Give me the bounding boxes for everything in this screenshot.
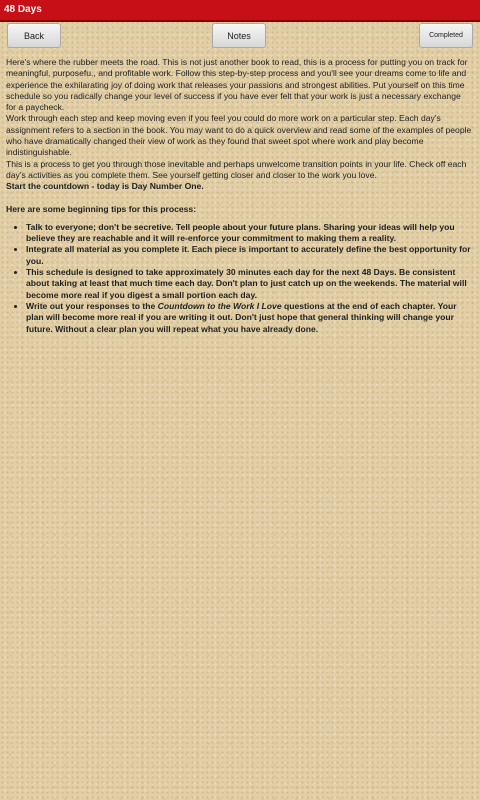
completed-button[interactable]: Completed bbox=[419, 23, 473, 48]
tip-item: • This schedule is designed to take approximately 30 minutes each day for the next 48 Days. Be consistent about taking at least that much time each day. Don't plan to just catch up on the weekends. The material will become more real if you digest a small portion each day. bbox=[26, 267, 473, 301]
back-button[interactable]: Back bbox=[7, 23, 61, 48]
intro-paragraph-2: Work through each step and keep moving even if you feel you could do more work on a particular step. Each day's assignment refers to a section in the book. You may want to do a quick overview and read some of the examples of people who have dramatically changed their view of work as they found that sweet spot where work and play become indistinguishable. bbox=[6, 113, 472, 158]
tips-list bbox=[6, 222, 473, 335]
intro-paragraph-3: This is a process to get you through those inevitable and perhaps unwelcome transition points in your life. Check off each day's activities as you complete them. See yourself getting closer and closer to the work you love. bbox=[6, 158, 467, 180]
notes-button[interactable]: Notes bbox=[212, 23, 266, 48]
book-title: Countdown to the Work I Love bbox=[157, 300, 282, 311]
tip-text: Write out your responses to the bbox=[26, 300, 158, 311]
title-divider bbox=[0, 20, 480, 22]
countdown-line: Start the countdown - today is Day Number One. bbox=[6, 181, 204, 192]
intro-paragraph-1: Here's where the rubber meets the road. This is not just another book to read, this is a process for putting you on track for meaningful, purposefu., and profitable work. Follow this step-by-step process and you'll see your dreams come to life and experience the exhilarating joy of doing work that releases your passions and strongest abilities. Put yourself on this time schedule so you radically change your level of success if you have ever felt that your work is just a necessary exchange for a paycheck. bbox=[6, 57, 468, 113]
tips-heading: Here are some beginning tips for this process: bbox=[6, 203, 197, 214]
tip-text: questions at the end of each chapter. Your plan will become more real if you are writing it out. Don't just hope that general thinking will change your future. Without a clear plan you will repeat what you have already done. bbox=[26, 300, 457, 334]
lesson-content[interactable] bbox=[6, 57, 473, 335]
tip-item bbox=[26, 301, 473, 335]
tip-item: • Talk to everyone; don't be secretive. Tell people about your future plans. Sharing your ideas will help you believe they are reachable and it will re-enforce your commitment to making them a reality. bbox=[26, 222, 473, 245]
tip-item: • Integrate all material as you complete it. Each piece is important to accurately define the best opportunity for you. bbox=[26, 244, 473, 267]
title-bar bbox=[0, 0, 480, 20]
app-title: 48 Days bbox=[4, 4, 42, 15]
